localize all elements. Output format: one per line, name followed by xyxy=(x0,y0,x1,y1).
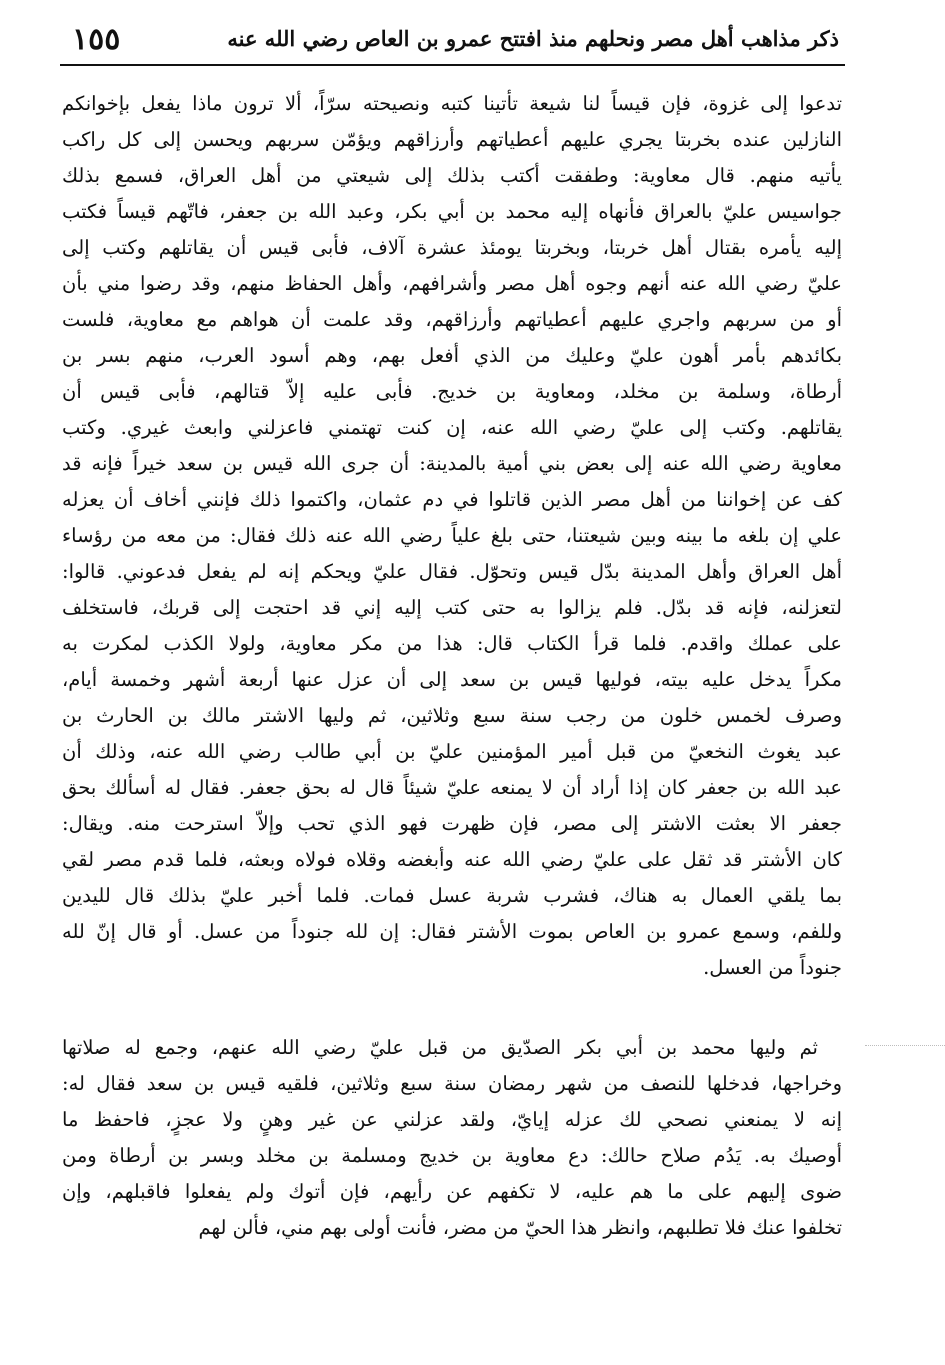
text-line: مكراً يدخل عليه بيته، فوليها قيس بن سعد إلى أن عزل عنها أربعة أشهر وخمسة أيام، xyxy=(62,668,842,691)
text-line: أو من سربهم واجري عليهم أعطياتهم وأرزاقهم، وقد علمت أن هواهم مع معاوية، فلست xyxy=(62,308,842,331)
paragraph-2 xyxy=(62,1030,842,1246)
text-line: وصرف لخمس خلون من رجب سنة سبع وثلاثين، ثم وليها الاشتر مالك بن الحارث بن xyxy=(62,704,842,727)
text-line: جعفر الا بعثت الاشتر إلى مصر، فإن ظهرت فهو الذي تحب وإلاّ استرحت منه. ويقال: xyxy=(62,812,842,835)
text-line: تخلفوا عنك فلا تطلبهم، وانظر هذا الحيّ من مضر، فأنت أولى بهم مني، فألن لهم xyxy=(198,1216,842,1239)
paragraph-gap xyxy=(62,986,842,1030)
text-line: علي إن بلغه ما بينه وبين شيعتنا، حتى بلغ علياً رضي الله عنه ذلك فقال: من معه من رؤساء xyxy=(62,524,842,547)
text-line: عليّ رضي الله عنه أنهم وجوه أهل مصر وأشرافهم، وأهل الحفاظ منهم، وقد رضوا مني بأن xyxy=(62,272,842,295)
text-line: لتعزلنه، فإنه قد بدّل. فلم يزالوا به حتى كتب إليه إني قد احتجت إلى قربك، فاستخلف xyxy=(62,596,842,619)
text-line: تدعوا إلى غزوة، فإن قيساً لنا شيعة تأتينا كتبه ونصيحته سرّاً، ألا ترون ماذا يفعل بإخوانكم xyxy=(62,92,842,115)
page-number: ١٥٥ xyxy=(72,22,121,57)
text-line: أوصيك به. يَدُم صلاح حالك: دع معاوية بن خديج ومسلمة بن مخلد وبسر بن أرطاة ومن xyxy=(62,1144,842,1167)
text-line: أهل العراق وأهل المدينة بدّل قيس وتحوّل. فقال عليّ ويحكم إنه لم يفعل فدعوني. قالوا: xyxy=(62,560,842,583)
page-header xyxy=(60,18,845,66)
scan-artifact xyxy=(865,1045,945,1047)
text-line: معاوية رضي الله عنه إلى بعض بني أمية بالمدينة: أن جرى الله قيس بن سعد خيراً فإنه قد xyxy=(62,452,842,475)
text-line: ثم وليها محمد بن أبي بكر الصدّيق من قبل عليّ رضي الله عنهم، وجمع له صلاتها xyxy=(62,1036,818,1059)
text-line: كف عن إخواننا من أهل مصر الذين قاتلوا في دم عثمان، واكتموا ذلك فإنني أخاف أن يعزله xyxy=(62,488,842,511)
paragraph-1 xyxy=(62,86,842,986)
text-line: وللفم، وسمع عمرو بن العاص بموت الأشتر فقال: إن لله جنوداً من عسل. أو قال إنّ لله xyxy=(62,920,842,943)
text-line: النازلين عنده بخربتا يجري عليهم أعطياتهم وأرزاقهم ويؤمّن سربهم ويحسن إلى كل راكب xyxy=(62,128,842,151)
text-line: يقاتلهم. وكتب إلى عليّ رضي الله عنه، إن كنت تهتمني فاعزلني وابعث غيري. وكتب xyxy=(62,416,842,439)
text-line: جواسيس عليّ بالعراق فأنهاه إليه محمد بن أبي بكر، وعبد الله بن جعفر، فاتّهم قيساً فكتب xyxy=(62,200,842,223)
text-line: وخراجها، فدخلها للنصف من شهر رمضان سنة سبع وثلاثين، فلقيه قيس بن سعد فقال له: xyxy=(62,1072,842,1095)
text-line: جنوداً من العسل. xyxy=(703,956,842,979)
text-line: إليه يأمره بقتال أهل خربتا، وبخربتا يومئذ عشرة آلاف، فأبى قيس أن يقاتلهم وكتب إلى xyxy=(62,236,842,259)
text-line: إنه لا يمنعني نصحي لك عزله إيايّ، ولقد عزلني عن غير وهنٍ ولا عجزٍ، فاحفظ ما xyxy=(62,1108,842,1131)
text-line: عبد الله بن جعفر كان إذا أراد أن لا يمنعه عليّ شيئاً قال له بحق جعفر. فقال له أسألك بحق xyxy=(62,776,842,799)
text-line: بما يلقي العمال به هناك، فشرب شربة عسل فمات. فلما أخبر عليّ بذلك قال لليدين xyxy=(62,884,842,907)
text-line: على عملك واقدم. فلما قرأ الكتاب قال: هذا من مكر معاوية، ولولا الكذب لمكرت به xyxy=(62,632,842,655)
text-line: ضوى إليهم على ما هم عليه، لا تكفهم عن رأيهم، فإن أتوك ولم يفعلوا فاقبلهم، وإن xyxy=(62,1180,842,1203)
text-line: أرطاة، وسلمة بن مخلد، ومعاوية بن خديج. فأبى عليه إلاّ قتالهم، فأبى قيس أن xyxy=(62,380,842,403)
body-text xyxy=(62,86,842,1246)
text-line: يأتيه منهم. قال معاوية: وطفقت أكتب بذلك إلى شيعتي من أهل العراق، فسمع بذلك xyxy=(62,164,842,187)
text-line: كان الأشتر قد ثقل على عليّ رضي الله عنه وأبغضه وقلاه فولاه وبعثه، فلما قدم مصر لقي xyxy=(62,848,842,871)
text-line: عبد يغوث النخعيّ من قبل أمير المؤمنين عليّ بن أبي طالب رضي الله عنه، وذلك أن xyxy=(62,740,842,763)
running-title: ذكر مذاهب أهل مصر ونحلهم منذ افتتح عمرو بن العاص رضي الله عنه xyxy=(227,26,839,51)
text-line: بكائدهم بأمر أهون عليّ وعليك من الذي أفعل بهم، وهم أسود العرب، منهم بسر بن xyxy=(62,344,842,367)
